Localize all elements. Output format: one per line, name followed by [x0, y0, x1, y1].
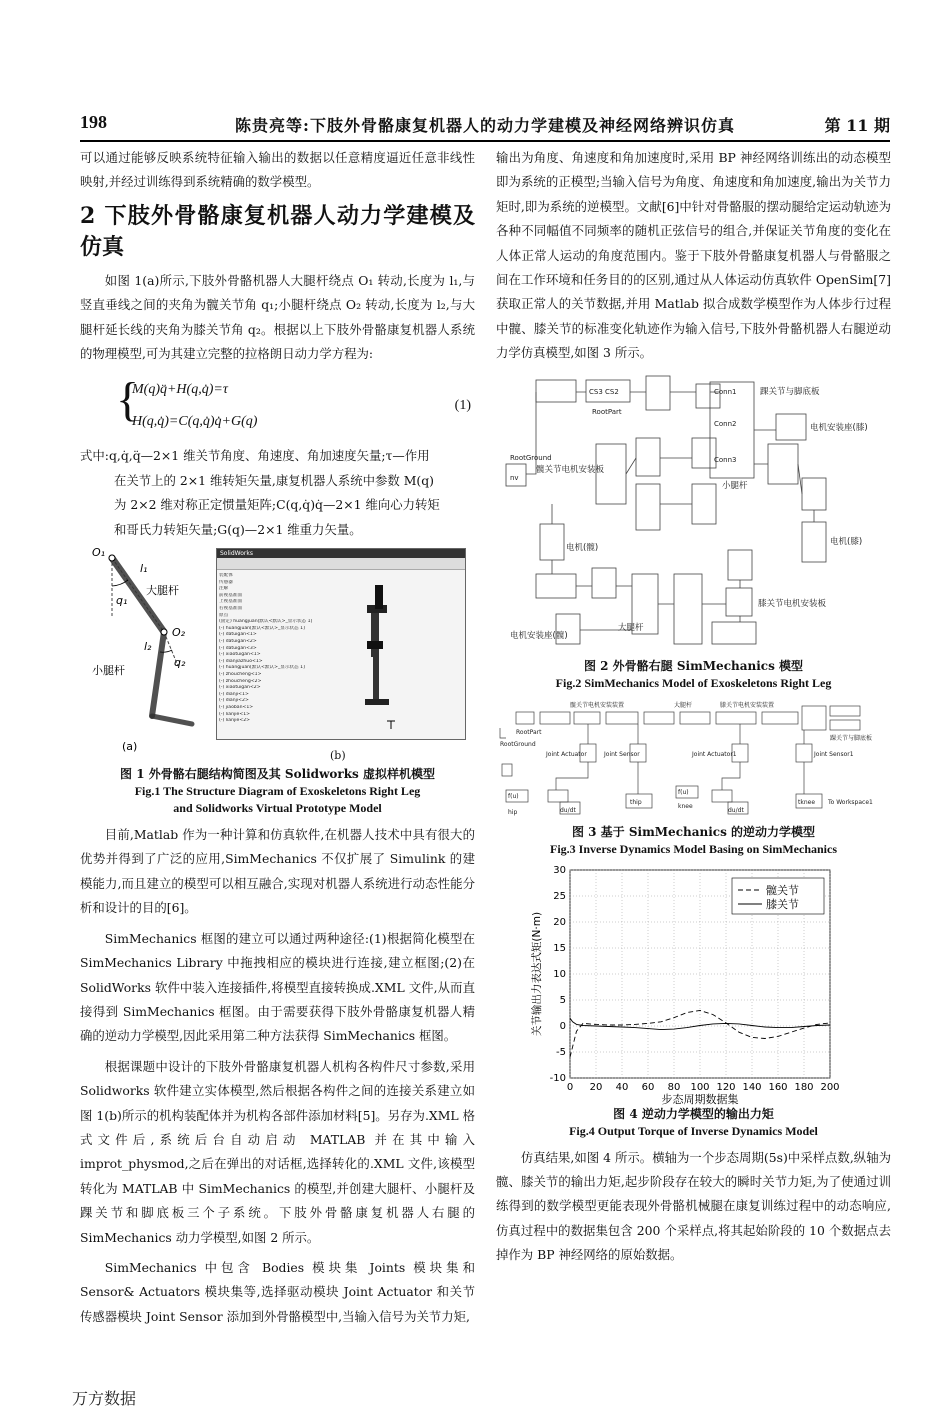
tree-item: (-) datuigan<1>: [219, 632, 257, 638]
y-tick-label: 10: [553, 968, 566, 980]
label-motor-hip: 电机(髋): [566, 542, 599, 553]
label-q2: q₂: [174, 656, 186, 670]
window-toolbar: [217, 558, 465, 570]
label-joint-sensor1: Joint Sensor1: [814, 750, 854, 758]
equation-definitions: [80, 444, 475, 542]
caption-en: Fig.3 Inverse Dynamics Model Basing on SimMechanics: [550, 841, 837, 856]
paragraph: 如图 1(a)所示,下肢外骨骼机器人大腿杆绕点 O₁ 转动,长度为 l₁,与竖直垂线之间的夹角为髋关节角 q₁;小腿杆绕点 O₂ 转动,长度为 l₂,与大腿杆延长线的夹角为膝关节角 q₂。根据以上下肢外骨骼康复机器人系统的物理模型,可为其建立完整的拉格朗日动力学方程为:: [80, 272, 475, 362]
label-rootground: RootGround: [510, 453, 552, 462]
label-to-workspace: To Workspace1: [828, 798, 873, 806]
caption-cn: 图 4 逆动力学模型的输出力矩: [613, 1106, 774, 1121]
y-tick-label: 30: [553, 864, 566, 876]
label-conn2: Conn2: [714, 419, 737, 428]
label-joint-sensor: Joint Sensor: [604, 750, 640, 758]
x-tick-label: 100: [690, 1081, 710, 1093]
x-tick-label: 60: [641, 1081, 655, 1093]
window-title: SolidWorks: [220, 550, 253, 558]
label-hip-motor-plate: 髋关节电机安装板: [536, 464, 605, 475]
label-shank: 小腿杆: [92, 664, 125, 678]
definition-line: 和哥氏力转矩矢量;G(q)—2×1 维重力矢量。: [114, 521, 362, 537]
label-joint-actuator1: Joint Actuator1: [692, 750, 737, 758]
label-hip-plate: 髋关节电机安装装置: [570, 701, 625, 709]
tree-item: (-) lianjie<2>: [219, 718, 250, 724]
equation-number: (1): [454, 398, 471, 414]
y-tick-label: 20: [553, 916, 566, 928]
x-tick-label: 160: [768, 1081, 788, 1093]
tree-item: (-) jiaoban<1>: [219, 704, 254, 710]
legend-label: 膝关节: [766, 897, 799, 911]
caption-en: Fig.4 Output Torque of Inverse Dynamics Model: [569, 1123, 818, 1138]
tree-item: 上视基准面: [219, 599, 242, 605]
y-tick-label: 25: [553, 890, 566, 902]
label-rootground: RootGround: [500, 740, 536, 748]
tree-item: (-) zhoucheng<1>: [219, 671, 262, 677]
label-fu: f(u): [678, 788, 689, 796]
equation-brace: {: [116, 373, 140, 427]
tree-item: (-) datuigan<3>: [219, 645, 257, 651]
tree-item: (-) dianji<1>: [219, 691, 249, 697]
tree-item: (固定) huangjuan[默认<默认>_显示状态 1]: [219, 619, 313, 625]
right-column: [496, 146, 891, 1268]
caption-en: and Solidworks Virtual Prototype Model: [173, 801, 382, 816]
tree-item: 注解: [219, 586, 229, 592]
tree-item: (-) xiaotuigan<1>: [219, 652, 261, 658]
equation-line: H(q,q̇)=C(q,q̇)q̇+G(q): [132, 414, 258, 430]
feature-tree: [219, 573, 321, 725]
tree-item: (-) datuigan<2>: [219, 639, 257, 644]
paragraph: SimMechanics 框图的建立可以通过两种途径:(1)根据简化模型在 SimMechanics Library 中拖拽相应的模块进行连接,建立框图;(2)在 SolidWorks 软件中装入连接插件,将模型直接转换成.XML 文件,从而直接得到 SimMechanics 框图。由于需要获得下肢外骨骼康复机器人精确的逆动力学模型,因此采用第二种方法获得 SimMechanics 框图。: [80, 930, 475, 1044]
caption-cn: 图 3 基于 SimMechanics 的逆动力学模型: [571, 824, 816, 839]
caption-cn: 图 2 外骨骼右腿 SimMechanics 模型: [583, 658, 804, 673]
page-number: 198: [80, 112, 107, 132]
x-tick-label: 180: [794, 1081, 814, 1093]
y-tick-label: -5: [556, 1046, 566, 1058]
tree-item: (-) zhoucheng<2>: [219, 678, 262, 684]
label-knee-motor-plate: 膝关节电机安装板: [758, 598, 827, 609]
figure-1-structure-diagram: [92, 546, 222, 756]
tree-item: 前视基准面: [219, 592, 242, 598]
x-tick-label: 80: [667, 1081, 681, 1093]
tree-item: (-) huangjuan[默认<默认>_显示状态 1]: [219, 625, 305, 631]
label-conn1: Conn1: [714, 387, 737, 396]
label-knee: knee: [678, 802, 693, 810]
figure-4-caption: [496, 1106, 891, 1140]
y-tick-label: 5: [559, 994, 566, 1006]
x-tick-label: 140: [742, 1081, 762, 1093]
label-shank: 小腿杆: [722, 480, 748, 491]
caption-en: Fig.2 SimMechanics Model of Exoskeletons Right Leg: [555, 675, 832, 690]
definition-line: 在关节上的 2×1 维转矩矢量,康复机器人系统中参数 M(q): [114, 472, 435, 488]
figure-2-caption: [496, 658, 891, 692]
label-du-dt: du/dt: [560, 806, 576, 814]
figure-3-inverse-dynamics-model: [496, 698, 891, 822]
x-axis-label: 步态周期数据集: [661, 1092, 739, 1106]
caption-cn: 图 1 外骨骼右腿结构简图及其 Solidworks 虚拟样机模型: [120, 767, 435, 782]
subfigure-a-label: (a): [122, 740, 138, 754]
label-du-dt: du/dt: [728, 806, 744, 814]
paragraph: 仿真结果,如图 4 所示。横轴为一个步态周期(5s)中采样点数,纵轴为髋、膝关节的输出力矩,起步阶段存在较大的瞬时关节力矩,为了使通过训练得到的数学模型更能表现外骨骼机械腿在康复训练过程中的动态响应,仿真过程中的数据集包含 200 个采样点,将其起始阶段的 10 个数据点去掉作为 BP 神经网络的原始数据。: [496, 1149, 891, 1263]
header-rule: [80, 140, 890, 142]
label-joint-actuator: Joint Actuator: [546, 750, 587, 758]
label-rootpart: RootPart: [516, 728, 542, 736]
section-heading: [80, 201, 475, 263]
paragraph: 可以通过能够反映系统特征输入输出的数据以任意精度逼近任意非线性映射,并经过训练得到系统精确的数学模型。: [80, 150, 475, 190]
label-rootpart: RootPart: [592, 407, 622, 416]
label-thigh: 大腿杆: [618, 622, 644, 633]
label-thip: thip: [630, 798, 642, 806]
subfigure-b-label: (b): [330, 749, 346, 763]
legend-label: 髋关节: [766, 883, 799, 897]
label-thigh: 大腿杆: [674, 701, 693, 709]
label-fu: f(u): [508, 792, 519, 800]
label-knee-plate: 膝关节电机安装装置: [720, 701, 775, 709]
label-conn3: Conn3: [714, 455, 737, 464]
label-motor-mount-knee: 电机安装座(膝): [810, 422, 868, 433]
label-O1: O₁: [92, 546, 106, 560]
running-header: [80, 112, 890, 140]
tree-item: (-) xiaotuigan<2>: [219, 685, 261, 691]
equation-line: M(q)q̈+H(q,q̇)=τ: [132, 382, 228, 398]
label-l1: l₁: [140, 562, 148, 576]
label-hip: hip: [508, 808, 518, 816]
paragraph: 输出为角度、角速度和角加速度时,采用 BP 神经网络训练出的动态模型即为系统的正模型;当输入信号为角度、角速度和角加速度,输出为关节力矩时,即为系统的逆模型。文献[6]中针对骨骼服的摆动腿给定运动轨迹为各种不同幅值不同频率的随机正弦信号的组合,并保证关节角度的变化在人体正常人运动的角度范围内。鉴于下肢外骨骼康复机器人与骨骼服之间在工作环境和任务目的的区别,通过从人体运动仿真软件 OpenSim[7]获取正常人的关节数据,并用 Matlab 拟合成数学模型作为人体步行过程中髋、膝关节的标准变化轨迹作为输入信号,下肢外骨骼机器人右腿逆动力学仿真模型,如图 3 所示。: [496, 150, 891, 361]
tree-item: (-) dianjiazhuo<1>: [219, 658, 263, 664]
label-cs3cs2: CS3 CS2: [589, 387, 619, 396]
x-tick-label: 200: [820, 1081, 840, 1093]
figure-4-chart: [496, 862, 891, 1108]
label-thigh: 大腿杆: [146, 584, 179, 598]
left-column: [80, 146, 475, 1329]
figure-1b-solidworks-screenshot: [216, 548, 466, 740]
y-tick-label: -10: [549, 1072, 566, 1084]
section-number: 2: [80, 202, 96, 229]
tree-item: 右视基准面: [219, 606, 242, 612]
tree-item: (-) dianji<2>: [219, 698, 249, 704]
paragraph: SimMechanics 中包含 Bodies 模块集 Joints 模块集和 Sensor& Actuators 模块集等,选择驱动模块 Joint Actuator 和关节传感器模块 Joint Sensor 添加到外骨骼模型中,当输入信号为关节力矩,: [80, 1259, 475, 1324]
paragraph: 目前,Matlab 作为一种计算和仿真软件,在机器人技术中具有很大的优势并得到了广泛的应用,SimMechanics 不仅扩展了 Simulink 的建模能力,而且建立的模型可以相互融合,实现对机器人系统进行动态性能分析和设计的目的[6]。: [80, 827, 475, 916]
figure-1: [80, 546, 475, 774]
tree-item: 传感器: [219, 579, 233, 585]
exoskeleton-3d-model: [327, 571, 457, 731]
label-O2: O₂: [172, 626, 186, 640]
tree-item: (-) huangjuan[默认<默认>_显示状态 1]: [219, 665, 305, 671]
issue-number: 第 11 期: [824, 116, 890, 135]
caption-en: Fig.1 The Structure Diagram of Exoskeletons Right Leg: [134, 784, 421, 799]
y-tick-label: 15: [553, 942, 566, 954]
running-title: 陈贵亮等:下肢外骨骼康复机器人的动力学建模及神经网络辨识仿真: [235, 116, 735, 135]
label-tknee: tknee: [798, 798, 816, 806]
definition-line: 为 2×2 维对称正定惯量矩阵;C(q,q̇)q̇—2×1 维向心力转矩: [114, 497, 440, 513]
label-l2: l₂: [144, 640, 152, 654]
label-ankle-foot: 踝关节与脚底板: [760, 386, 820, 397]
equation-1: [80, 374, 475, 440]
label-ankle-foot: 踝关节与脚底板: [830, 734, 873, 742]
x-tick-label: 0: [566, 1081, 574, 1093]
y-tick-label: 0: [559, 1020, 566, 1032]
section-title: 下肢外骨骼康复机器人动力学建模及仿真: [80, 202, 475, 260]
tree-item: 原点: [219, 612, 229, 618]
label-nv: nv: [510, 473, 519, 482]
label-motor-mount-hip: 电机安装座(髋): [510, 630, 568, 641]
footer-source: 万方数据: [72, 1389, 137, 1408]
label-motor-knee: 电机(膝): [830, 536, 863, 547]
figure-3-caption: [496, 824, 891, 858]
tree-item: (-) lianjie<1>: [219, 711, 250, 717]
window-titlebar: [217, 549, 465, 558]
y-axis-label: 关节输出力表达式矩(N·m): [531, 911, 543, 1036]
tree-item: 装配体: [219, 573, 233, 579]
definition-line: 式中:q,q̇,q̈—2×1 维关节角度、角速度、角加速度矢量;τ—作用: [80, 448, 430, 464]
figure-2-simmechanics-model: [496, 374, 891, 654]
paragraph: 根据课题中设计的下肢外骨骼康复机器人机构各构件尺寸参数,采用 Solidworks 软件建立实体模型,然后根据各构件之间的连接关系建立如图 1(b)所示的机构装配体并为机构各部件添加材料[5]。另存为.XML 格式文件后,系统后台自动启动 MATLAB 并在其中输入 improt_physmod,之后在弹出的对话框,选择转化的.XML 文件,该模型转化为 MATLAB 中 SimMechanics 的模型,并创建大腿杆、小腿杆及踝关节和脚底板三个子系统。下肢外骨骼康复机器人右腿的 SimMechanics 动力学模型,如图 2 所示。: [80, 1058, 475, 1245]
x-tick-label: 120: [716, 1081, 736, 1093]
x-tick-label: 20: [589, 1081, 603, 1093]
label-q1: q₁: [116, 594, 128, 608]
x-tick-label: 40: [615, 1081, 629, 1093]
